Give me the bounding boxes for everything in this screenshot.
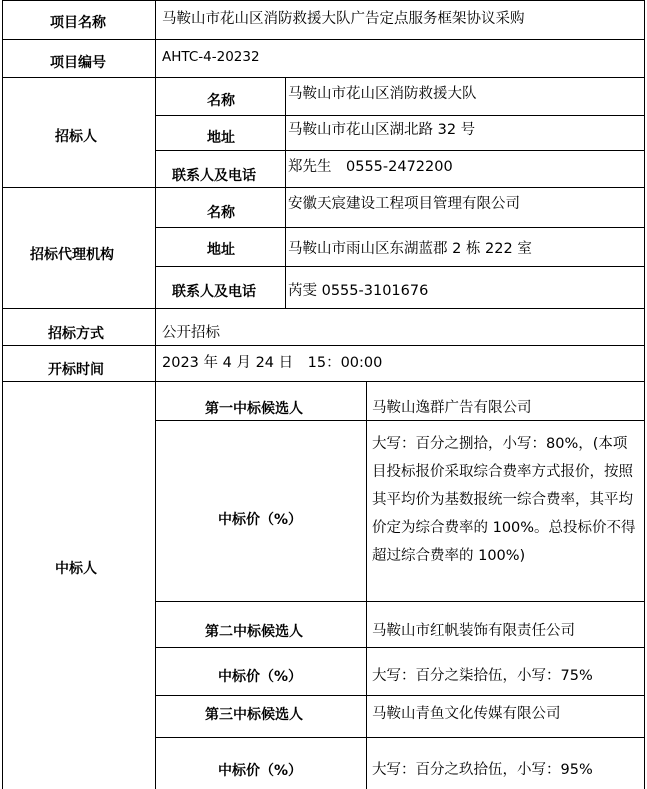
project-code-value: AHTC-4-20232	[162, 49, 260, 65]
row-line	[155, 601, 645, 602]
row-line	[2, 39, 645, 40]
tenderer-contact-value: 郑先生 0555-2472200	[288, 159, 453, 175]
col-line-1	[155, 0, 156, 789]
tenderer-label: 招标人	[55, 129, 97, 145]
first-candidate-label: 第一中标候选人	[205, 401, 303, 417]
third-candidate-value: 马鞍山青鱼文化传媒有限公司	[372, 706, 561, 722]
row-line	[155, 266, 645, 267]
border-right	[644, 0, 645, 789]
project-code-label: 项目编号	[50, 55, 106, 71]
row-line	[155, 150, 645, 151]
opening-label: 开标时间	[48, 362, 104, 378]
row-line	[155, 647, 645, 648]
tenderer-name-label: 名称	[207, 93, 235, 109]
col-line-3	[366, 381, 367, 789]
row-line	[155, 227, 645, 228]
border-left	[2, 0, 3, 789]
row-line	[155, 115, 645, 116]
winners-label: 中标人	[55, 561, 97, 577]
tenderer-name-value: 马鞍山市花山区消防救援大队	[288, 86, 477, 102]
project-name-label: 项目名称	[50, 15, 106, 31]
tenderer-contact-label: 联系人及电话	[172, 168, 256, 184]
third-price-label: 中标价（%）	[218, 763, 303, 779]
row-line	[155, 420, 645, 421]
row-line	[2, 345, 645, 346]
agency-name-value: 安徽天宸建设工程项目管理有限公司	[288, 196, 520, 212]
third-candidate-label: 第三中标候选人	[205, 707, 303, 723]
tenderer-address-value: 马鞍山市花山区湖北路 32 号	[288, 122, 476, 138]
agency-contact-value: 芮雯 0555-3101676	[288, 283, 429, 299]
second-price-value: 大写：百分之柒拾伍，小写：75%	[372, 668, 593, 684]
agency-name-label: 名称	[207, 205, 235, 221]
agency-address-value: 马鞍山市雨山区东湖蓝郡 2 栋 222 室	[288, 241, 532, 257]
row-line	[2, 308, 645, 309]
row-line	[2, 77, 645, 78]
agency-address-label: 地址	[207, 242, 235, 258]
second-candidate-label: 第二中标候选人	[205, 624, 303, 640]
col-line-2	[285, 77, 286, 308]
agency-contact-label: 联系人及电话	[172, 284, 256, 300]
second-price-label: 中标价（%）	[218, 669, 303, 685]
tenderer-address-label: 地址	[207, 130, 235, 146]
row-line	[155, 695, 645, 696]
first-price-value: 大写：百分之捌拾，小写：80%，(本项目投标报价采取综合费率方式报价，按照其平均价为基数报统一综合费率，其平均价定为综合费率的 100%。总投标价不得超过综合费率的 100%)	[372, 436, 636, 564]
row-line	[2, 381, 645, 382]
first-candidate-value: 马鞍山逸群广告有限公司	[372, 400, 532, 416]
row-line	[2, 187, 645, 188]
agency-label: 招标代理机构	[30, 247, 114, 263]
second-candidate-value: 马鞍山市红帆装饰有限责任公司	[372, 623, 575, 639]
row-line	[2, 0, 645, 1]
project-name-value: 马鞍山市花山区消防救援大队广告定点服务框架协议采购	[162, 11, 525, 27]
method-label: 招标方式	[48, 326, 104, 342]
method-value: 公开招标	[162, 325, 220, 341]
row-line	[155, 737, 645, 738]
first-price-label: 中标价（%）	[218, 512, 303, 528]
third-price-value: 大写：百分之玖拾伍，小写：95%	[372, 762, 593, 778]
opening-value: 2023 年 4 月 24 日 15：00:00	[162, 355, 383, 371]
